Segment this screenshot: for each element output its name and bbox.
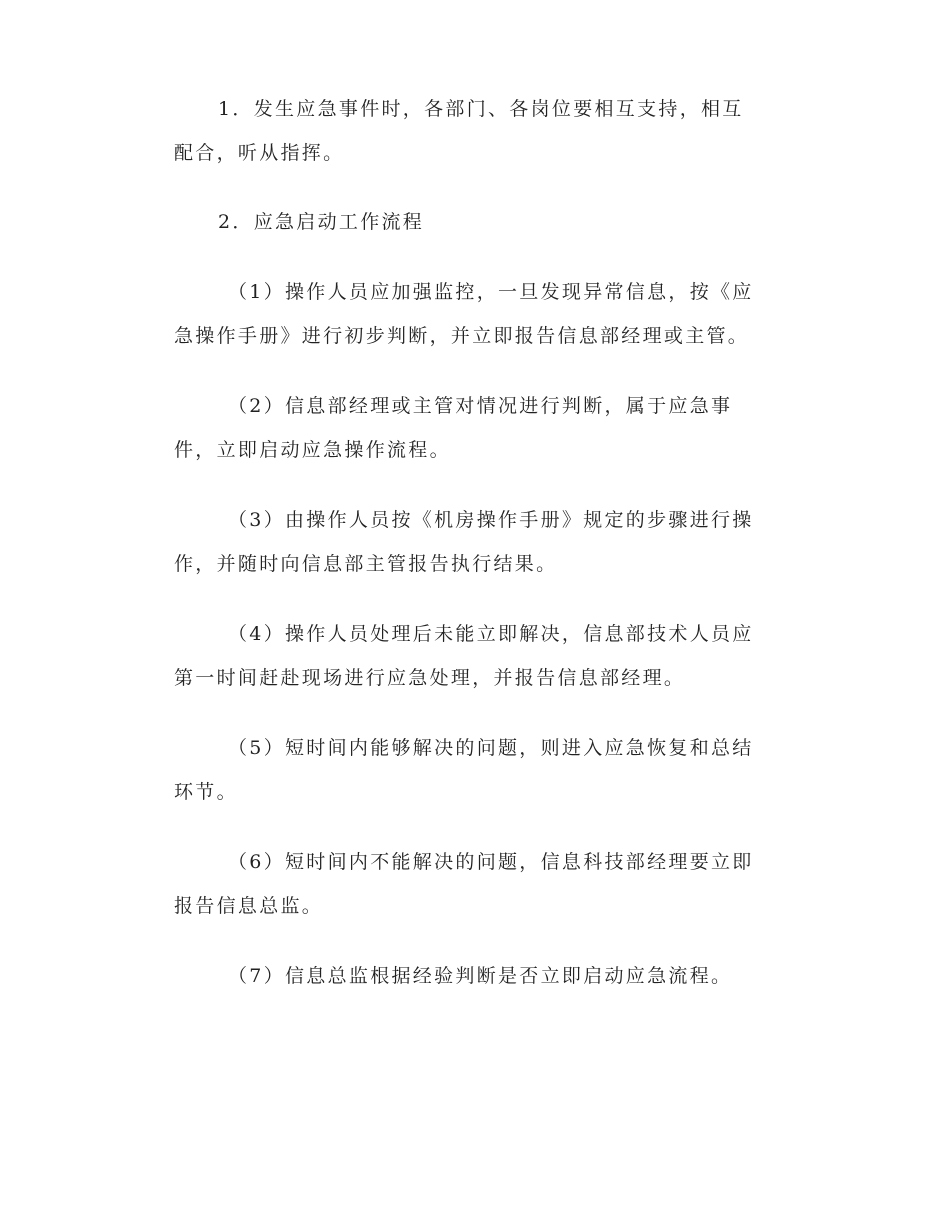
paragraph-1-mutual-support: 1．发生应急事件时，各部门、各岗位要相互支持，相互配合，听从指挥。 bbox=[174, 98, 744, 164]
paragraph-step-3-operation: （3）由操作人员按《机房操作手册》规定的步骤进行操作，并随时向信息部主管报告执行结果。 bbox=[174, 509, 754, 575]
paragraph-step-5-recovery: （5）短时间内能够解决的问题，则进入应急恢复和总结环节。 bbox=[174, 737, 754, 803]
paragraph-step-4-onsite-handling: （4）操作人员处理后未能立即解决，信息部技术人员应第一时间赶赴现场进行应急处理，并报告信息部经理。 bbox=[174, 623, 754, 689]
paragraph-2-emergency-start-flow: 2．应急启动工作流程 bbox=[218, 211, 425, 233]
paragraph-step-6-escalation: （6）短时间内不能解决的问题，信息科技部经理要立即报告信息总监。 bbox=[174, 851, 754, 917]
paragraph-step-7-director-decision: （7）信息总监根据经验判断是否立即启动应急流程。 bbox=[228, 965, 733, 987]
paragraph-step-2-judgement: （2）信息部经理或主管对情况进行判断，属于应急事件，立即启动应急操作流程。 bbox=[174, 395, 733, 461]
paragraph-step-1-monitoring: （1）操作人员应加强监控，一旦发现异常信息，按《应急操作手册》进行初步判断，并立即报告信息部经理或主管。 bbox=[174, 281, 754, 347]
